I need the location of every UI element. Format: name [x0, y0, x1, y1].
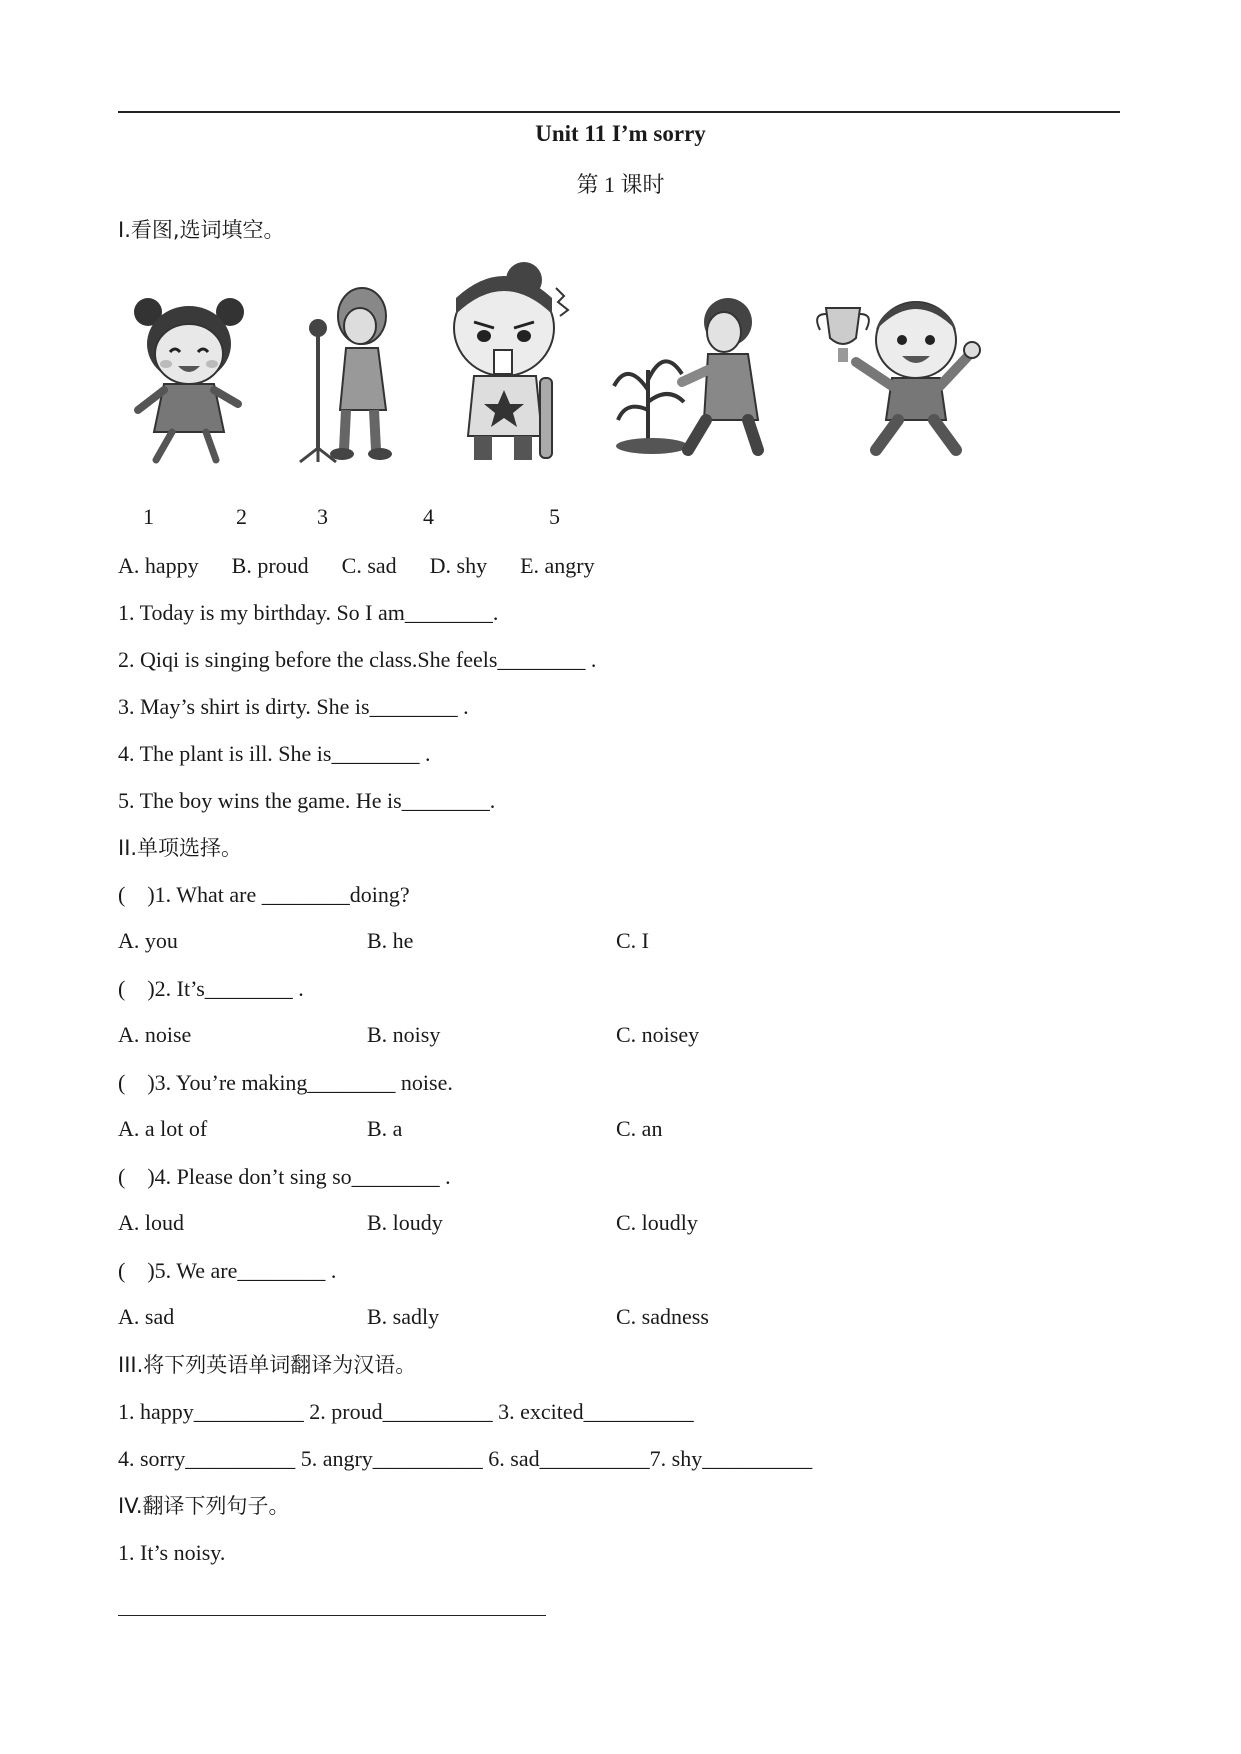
answer-line: [118, 1615, 546, 1616]
sad-girl-plant-icon: [608, 290, 778, 458]
choice-question-3: ( )3. You’re making________ noise.: [118, 1070, 453, 1095]
translate-words-row-2: 4. sorry__________ 5. angry__________ 6. sad__________7. shy__________: [118, 1446, 813, 1471]
fill-question-5: 5. The boy wins the game. He is________.: [118, 788, 496, 813]
happy-girl-icon: [126, 292, 252, 464]
translate-sentence-1: 1. It’s noisy.: [118, 1540, 226, 1565]
choice-question-4: ( )4. Please don’t sing so________ .: [118, 1164, 451, 1189]
word-options: A. happy B. proud C. sad D. shy E. angry: [118, 553, 595, 578]
picture-number-3: 3: [317, 504, 328, 529]
choice-4-option-c: C. loudly: [616, 1210, 698, 1235]
angry-girl-icon: [444, 258, 574, 464]
choice-2-option-c: C. noisey: [616, 1022, 700, 1047]
choice-question-2: ( )2. It’s________ .: [118, 976, 304, 1001]
fill-question-1: 1. Today is my birthday. So I am________.: [118, 600, 499, 625]
top-rule: [118, 111, 1120, 113]
choice-1-option-b: B. he: [367, 928, 414, 953]
picture-number-4: 4: [423, 504, 434, 529]
picture-number-1: 1: [143, 504, 154, 529]
choice-2-option-a: A. noise: [118, 1022, 192, 1047]
choice-1-option-a: A. you: [118, 928, 178, 953]
section-2-heading: II.单项选择。: [118, 836, 243, 860]
choice-5-option-b: B. sadly: [367, 1304, 440, 1329]
choice-2-option-b: B. noisy: [367, 1022, 441, 1047]
choice-3-option-b: B. a: [367, 1116, 403, 1141]
choice-1-option-c: C. I: [616, 928, 649, 953]
picture-number-5: 5: [549, 504, 560, 529]
choice-5-option-c: C. sadness: [616, 1304, 709, 1329]
fill-question-2: 2. Qiqi is singing before the class.She feels________ .: [118, 647, 597, 672]
fill-question-3: 3. May’s shirt is dirty. She is________ .: [118, 694, 469, 719]
translate-words-row-1: 1. happy__________ 2. proud__________ 3. excited__________: [118, 1399, 694, 1424]
choice-4-option-a: A. loud: [118, 1210, 184, 1235]
choice-5-option-a: A. sad: [118, 1304, 175, 1329]
proud-boy-trophy-icon: [810, 290, 990, 462]
choice-4-option-b: B. loudy: [367, 1210, 443, 1235]
shy-girl-singer-icon: [290, 280, 410, 464]
page-title: Unit 11 I’m sorry: [535, 121, 706, 146]
choice-3-option-c: C. an: [616, 1116, 663, 1141]
choice-3-option-a: A. a lot of: [118, 1116, 208, 1141]
lesson-label: 第 1 课时: [576, 172, 665, 197]
choice-question-1: ( )1. What are ________doing?: [118, 882, 410, 907]
section-4-heading: IV.翻译下列句子。: [118, 1494, 290, 1518]
picture-number-2: 2: [236, 504, 247, 529]
fill-question-4: 4. The plant is ill. She is________ .: [118, 741, 431, 766]
section-1-heading: I.看图,选词填空。: [118, 218, 285, 242]
choice-question-5: ( )5. We are________ .: [118, 1258, 337, 1283]
section-3-heading: III.将下列英语单词翻译为汉语。: [118, 1353, 417, 1377]
